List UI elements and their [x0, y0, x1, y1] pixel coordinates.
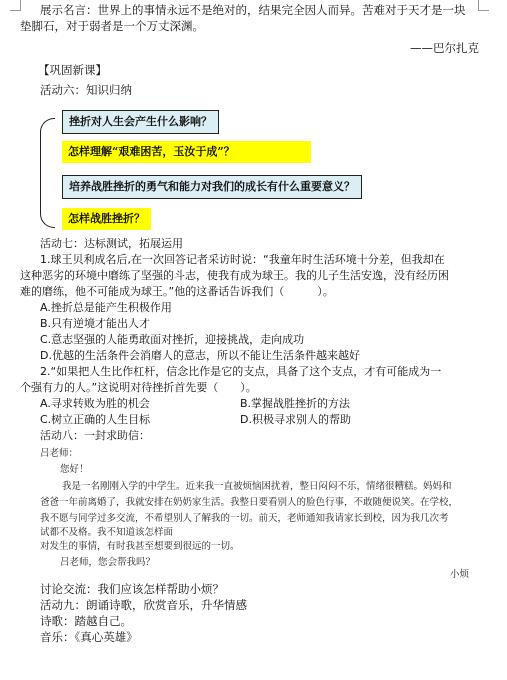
q2-option-b: B.掌握战胜挫折的方法	[240, 397, 351, 410]
q1-line-3: 难的磨练，他不可能成为球王。”他的这番话告诉我们（ ）。	[20, 285, 334, 298]
quote-line-2: 垫脚石，对于弱者是一个万丈深渊。	[20, 19, 204, 33]
q2-option-a: A.寻求转败为胜的机会	[40, 397, 150, 410]
letter-salutation: 吕老师：	[40, 448, 79, 459]
letter-line-6: 吕老师，您会帮我吗？	[60, 557, 156, 568]
section-title: 【巩固新课】	[38, 63, 107, 77]
poem: 诗歌：踏越自己。	[40, 614, 132, 628]
q2-line-2: 个强有力的人。”这说明对待挫折首先要（ ）。	[20, 381, 257, 394]
letter-line-1: 我是一名刚刚入学的中学生。近来我一直被烦恼困扰着，整日闷闷不乐，情绪很糟糕。妈妈和	[62, 481, 452, 492]
letter-line-3: 我不愿与同学过多交流，不希望别人了解我的一切。前天，老师通知我请家长到校，因为我几次考	[40, 513, 449, 524]
q1-line-2: 这种恶劣的环境中磨练了坚强的斗志，使我有成为球王。我的儿子生活安逸，没有经历困	[20, 269, 449, 282]
summary-box-3: 培养战胜挫折的勇气和能力对我们的成长有什么重要意义？	[62, 175, 362, 199]
summary-box-2: 怎样理解“艰难困苦，玉汝于成”？	[62, 141, 311, 163]
letter-line-5: 对发生的事情，有时我甚至想要到很远的一切。	[40, 541, 240, 552]
letter-signature: 小烦	[450, 569, 470, 580]
discussion: 讨论交流：我们应该怎样帮助小烦？	[40, 582, 224, 596]
q2-line-1: 2.“如果把人生比作杠杆，信念比作是它的支点，具备了这个支点，才有可能成为一	[40, 365, 442, 378]
q1-line-1: 1.球王贝利成名后,在一次回答记者采访时说：“我童年时生活环境十分差，但我却在	[40, 253, 445, 266]
crop-mark-top-right	[478, 0, 489, 11]
summary-box-4: 怎样战胜挫折？	[62, 208, 151, 230]
summary-box-1: 挫折对人生会产生什么影响？	[62, 110, 219, 134]
activity6-title: 活动六：知识归纳	[40, 83, 132, 97]
q2-option-d: D.积极寻求别人的帮助	[240, 413, 351, 426]
quote-author: ——巴尔扎克	[410, 41, 479, 55]
q1-option-a: A.挫折总是能产生积极作用	[40, 301, 172, 314]
letter-line-4: 试都不及格。我不知道该怎样面	[40, 527, 174, 538]
activity8-title: 活动八：一封求助信：	[40, 429, 150, 442]
letter-line-2: 爸爸一年前离婚了，我就安排在奶奶家生活。我整日要看别人的脸色行事，不敢随便说笑。在学校，	[40, 497, 459, 508]
crop-mark-top-left	[10, 0, 21, 11]
music: 音乐：《真心英雄》	[40, 630, 138, 644]
bracket-decoration	[40, 118, 55, 228]
quote-line-1: 展示名言：世界上的事情永远不是绝对的，结果完全因人而异。苦难对于天才是一块	[40, 3, 466, 17]
letter-greeting: 您好！	[60, 464, 89, 475]
q2-option-c: C.树立正确的人生目标	[40, 413, 151, 426]
q1-option-d: D.优越的生活条件会消磨人的意志，所以不能让生活条件越来越好	[40, 349, 360, 362]
q1-option-c: C.意志坚强的人能勇敢面对挫折，迎接挑战，走向成功	[40, 333, 305, 346]
activity7-title: 活动七：达标测试，拓展运用	[40, 237, 183, 250]
q1-option-b: B.只有逆境才能出人才	[40, 317, 151, 330]
activity9: 活动九：朗诵诗歌，欣赏音乐，升华情感	[40, 598, 247, 612]
